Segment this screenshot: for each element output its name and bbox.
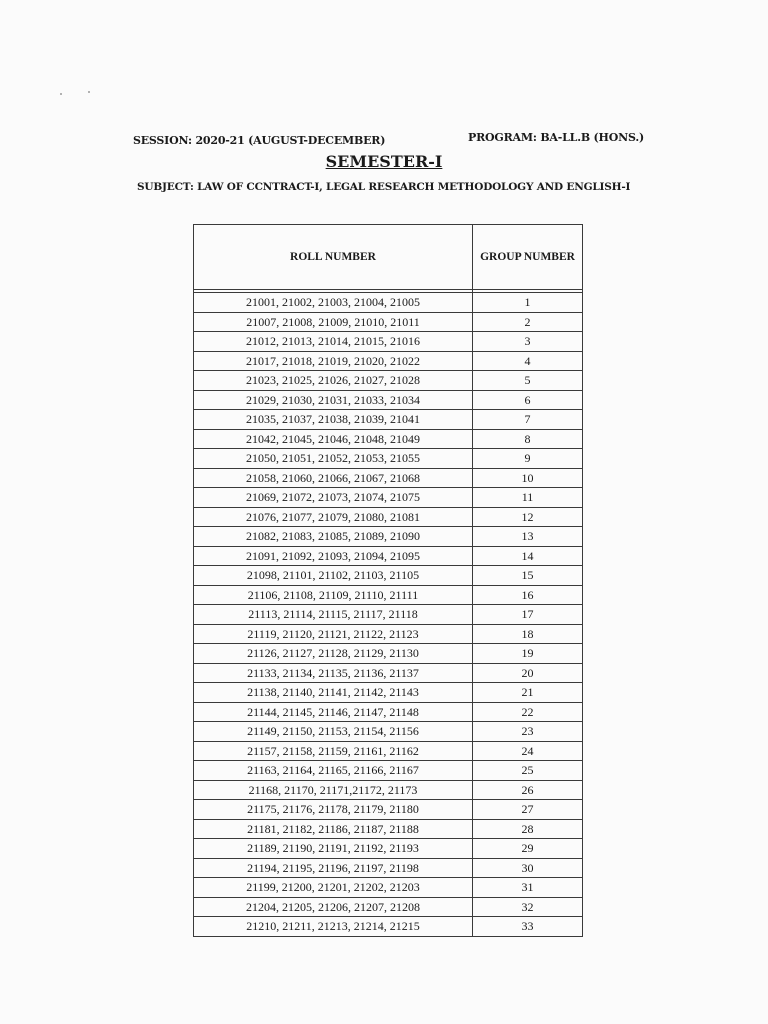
- table-row: [194, 858, 583, 878]
- group-number-cell: 3: [473, 332, 583, 352]
- table-row: [194, 585, 583, 605]
- roll-numbers-cell: 21204, 21205, 21206, 21207, 21208: [194, 897, 473, 917]
- program-label: PROGRAM: BA-LL.B (HONS.): [468, 131, 644, 144]
- scan-speck: [60, 93, 62, 95]
- roll-numbers-cell: 21007, 21008, 21009, 21010, 21011: [194, 312, 473, 332]
- group-number-cell: 10: [473, 468, 583, 488]
- table-row: [194, 546, 583, 566]
- table-row: [194, 605, 583, 625]
- table-row: [194, 761, 583, 781]
- roll-numbers-cell: 21069, 21072, 21073, 21074, 21075: [194, 488, 473, 508]
- group-number-header: GROUP NUMBER: [473, 225, 583, 290]
- group-number-cell: 5: [473, 371, 583, 391]
- subject-label: SUBJECT: LAW OF CCNTRACT-I, LEGAL RESEARCH METHODOLOGY AND ENGLISH-I: [137, 181, 631, 193]
- table-row: [194, 449, 583, 469]
- table-row: [194, 683, 583, 703]
- roll-numbers-cell: 21189, 21190, 21191, 21192, 21193: [194, 839, 473, 859]
- table-row: [194, 741, 583, 761]
- roll-numbers-cell: 21157, 21158, 21159, 21161, 21162: [194, 741, 473, 761]
- roll-numbers-cell: 21058, 21060, 21066, 21067, 21068: [194, 468, 473, 488]
- table-row: [194, 332, 583, 352]
- table-row: [194, 293, 583, 313]
- group-number-cell: 15: [473, 566, 583, 586]
- group-number-cell: 8: [473, 429, 583, 449]
- roll-numbers-cell: 21144, 21145, 21146, 21147, 21148: [194, 702, 473, 722]
- group-roster-table: [193, 224, 583, 937]
- roll-numbers-cell: 21133, 21134, 21135, 21136, 21137: [194, 663, 473, 683]
- group-number-cell: 7: [473, 410, 583, 430]
- group-number-cell: 1: [473, 293, 583, 313]
- group-number-cell: 29: [473, 839, 583, 859]
- roll-numbers-cell: 21126, 21127, 21128, 21129, 21130: [194, 644, 473, 664]
- group-number-cell: 18: [473, 624, 583, 644]
- group-number-cell: 4: [473, 351, 583, 371]
- table-row: [194, 722, 583, 742]
- group-number-cell: 2: [473, 312, 583, 332]
- roll-numbers-cell: 21175, 21176, 21178, 21179, 21180: [194, 800, 473, 820]
- group-number-cell: 26: [473, 780, 583, 800]
- table-row: [194, 702, 583, 722]
- table-body: [194, 290, 583, 937]
- semester-title: SEMESTER-I: [325, 152, 443, 171]
- roll-numbers-cell: 21168, 21170, 21171,21172, 21173: [194, 780, 473, 800]
- table-row: [194, 897, 583, 917]
- group-number-cell: 13: [473, 527, 583, 547]
- table-row: [194, 917, 583, 937]
- table-row: [194, 819, 583, 839]
- roll-numbers-cell: 21098, 21101, 21102, 21103, 21105: [194, 566, 473, 586]
- group-number-cell: 14: [473, 546, 583, 566]
- table-row: [194, 410, 583, 430]
- table-row: [194, 371, 583, 391]
- table-row: [194, 527, 583, 547]
- group-number-cell: 17: [473, 605, 583, 625]
- roll-numbers-cell: 21106, 21108, 21109, 21110, 21111: [194, 585, 473, 605]
- table-row: [194, 780, 583, 800]
- roll-numbers-cell: 21001, 21002, 21003, 21004, 21005: [194, 293, 473, 313]
- group-number-cell: 22: [473, 702, 583, 722]
- roll-numbers-cell: 21091, 21092, 21093, 21094, 21095: [194, 546, 473, 566]
- roll-numbers-cell: 21119, 21120, 21121, 21122, 21123: [194, 624, 473, 644]
- group-number-cell: 11: [473, 488, 583, 508]
- table-row: [194, 488, 583, 508]
- group-number-cell: 31: [473, 878, 583, 898]
- roll-numbers-cell: 21149, 21150, 21153, 21154, 21156: [194, 722, 473, 742]
- roll-numbers-cell: 21181, 21182, 21186, 21187, 21188: [194, 819, 473, 839]
- table-row: [194, 800, 583, 820]
- roll-numbers-cell: 21163, 21164, 21165, 21166, 21167: [194, 761, 473, 781]
- roll-numbers-cell: 21076, 21077, 21079, 21080, 21081: [194, 507, 473, 527]
- group-number-cell: 16: [473, 585, 583, 605]
- group-number-cell: 21: [473, 683, 583, 703]
- table-row: [194, 624, 583, 644]
- roll-numbers-cell: 21042, 21045, 21046, 21048, 21049: [194, 429, 473, 449]
- group-number-cell: 6: [473, 390, 583, 410]
- group-number-cell: 20: [473, 663, 583, 683]
- roll-numbers-cell: 21035, 21037, 21038, 21039, 21041: [194, 410, 473, 430]
- roll-numbers-cell: 21023, 21025, 21026, 21027, 21028: [194, 371, 473, 391]
- session-label: SESSION: 2020-21 (AUGUST-DECEMBER): [133, 134, 386, 147]
- table-row: [194, 839, 583, 859]
- table-header-row: [194, 225, 583, 290]
- roll-numbers-cell: 21199, 21200, 21201, 21202, 21203: [194, 878, 473, 898]
- table-row: [194, 429, 583, 449]
- group-number-cell: 25: [473, 761, 583, 781]
- roll-numbers-cell: 21012, 21013, 21014, 21015, 21016: [194, 332, 473, 352]
- table-row: [194, 312, 583, 332]
- roll-numbers-cell: 21017, 21018, 21019, 21020, 21022: [194, 351, 473, 371]
- roll-numbers-cell: 21194, 21195, 21196, 21197, 21198: [194, 858, 473, 878]
- table-row: [194, 468, 583, 488]
- table-row: [194, 663, 583, 683]
- group-number-cell: 27: [473, 800, 583, 820]
- table-row: [194, 507, 583, 527]
- table-row: [194, 644, 583, 664]
- group-number-cell: 33: [473, 917, 583, 937]
- roll-numbers-cell: 21029, 21030, 21031, 21033, 21034: [194, 390, 473, 410]
- roll-numbers-cell: 21050, 21051, 21052, 21053, 21055: [194, 449, 473, 469]
- table-row: [194, 878, 583, 898]
- table-row: [194, 566, 583, 586]
- group-number-cell: 19: [473, 644, 583, 664]
- roll-number-header: ROLL NUMBER: [194, 225, 473, 290]
- roll-numbers-cell: 21210, 21211, 21213, 21214, 21215: [194, 917, 473, 937]
- group-number-cell: 32: [473, 897, 583, 917]
- roll-numbers-cell: 21113, 21114, 21115, 21117, 21118: [194, 605, 473, 625]
- group-number-cell: 28: [473, 819, 583, 839]
- table-row: [194, 390, 583, 410]
- scan-speck: [88, 91, 90, 93]
- table-row: [194, 351, 583, 371]
- group-number-cell: 23: [473, 722, 583, 742]
- group-number-cell: 30: [473, 858, 583, 878]
- roll-numbers-cell: 21082, 21083, 21085, 21089, 21090: [194, 527, 473, 547]
- group-number-cell: 24: [473, 741, 583, 761]
- group-number-cell: 9: [473, 449, 583, 469]
- roll-numbers-cell: 21138, 21140, 21141, 21142, 21143: [194, 683, 473, 703]
- group-number-cell: 12: [473, 507, 583, 527]
